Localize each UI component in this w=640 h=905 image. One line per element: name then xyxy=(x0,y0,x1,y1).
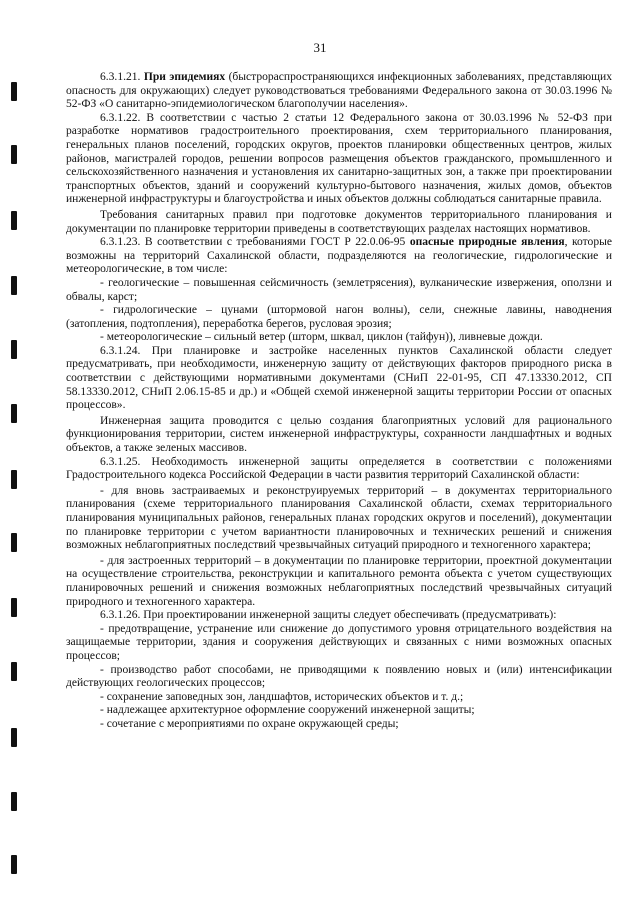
bold-term: опасные природные явления xyxy=(409,236,565,249)
binding-hole xyxy=(11,211,17,230)
text-run: Инженерная защита проводится с целью создания благоприятных условий для рационального функционирования территории, систем инженерной инфраструктуры, сохранности ландшафтных и водных объектов, а также зеленых массивов. xyxy=(66,414,612,455)
text-run: - для вновь застраиваемых и реконструируемых территорий – в документах территориального планирования (схеме территориального планирования Сахалинской области, схемах территориального планирования муниципальных районов, генеральных планах городских округов и поселений), документации по планировке территории с учетом вариантности планировочных и технических решений и снижения возможных неблагоприятных последствий чрезвычайных ситуаций природного и техногенного характера; xyxy=(66,484,612,552)
binding-hole xyxy=(11,470,17,489)
text-run: - предотвращение, устранение или снижение до допустимого уровня отрицательного воздействия на защищаемые территории, здания и сооружения действующих и связанных с ними возможных опасных процессов; xyxy=(66,622,612,662)
paragraph xyxy=(66,345,612,413)
binding-hole xyxy=(11,792,17,811)
text-run: 6.3.1.22. В соответствии с частью 2 статьи 12 Федерального закона от 30.03.1996 № 52-ФЗ при разработке нормативов градостроительного проектирования, схем территориального планирования, генеральных планов поселений, городских округов, проектов планировки общественных центров, жилых районов, магистралей городов, решении вопросов размещения объектов гражданского, промышленного и сельскохозяйственного назначения и установления их санитарно-защитных зон, а также при проектировании транспортных объектов, зданий и сооружений культурно-бытового назначения, жилых домов, объектов инженерной инфраструктуры и благоустройства и иных объектов должны соблюдаться санитарные правила. xyxy=(66,111,612,206)
list-item xyxy=(66,623,612,664)
paragraph xyxy=(66,456,612,483)
list-item xyxy=(66,691,612,705)
binding-hole xyxy=(11,404,17,423)
binding-hole xyxy=(11,728,17,747)
binding-hole xyxy=(11,533,17,552)
paragraph xyxy=(66,71,612,112)
paragraph xyxy=(66,609,612,623)
text-run: - сочетание с мероприятиями по охране окружающей среды; xyxy=(100,717,399,730)
binding-hole xyxy=(11,598,17,617)
bold-term: При эпидемиях xyxy=(143,71,226,83)
paragraph xyxy=(66,415,612,456)
text-run: - метеорологические – сильный ветер (шторм, шквал, циклон (тайфун)), ливневые дожди. xyxy=(100,331,543,344)
text-run: - производство работ способами, не приводящими к появлению новых и (или) интенсификации действующих геологических процессов; xyxy=(66,663,612,690)
binding-hole xyxy=(11,276,17,295)
text-run: 6.3.1.26. При проектировании инженерной защиты следует обеспечивать (предусматривать): xyxy=(100,609,557,622)
text-run: 6.3.1.21. xyxy=(100,71,144,83)
list-item xyxy=(66,718,612,732)
text-run: - для застроенных территорий – в документации по планировке территории, проектной документации на осуществление строительства, реконструкции и капитального ремонта объекта с учетом существующих планировочных решений и снижения возможных неблагоприятных последствий чрезвычайных ситуаций природного и техногенного характера. xyxy=(66,554,612,608)
binding-hole xyxy=(11,340,17,359)
list-item xyxy=(66,277,612,304)
list-item xyxy=(66,485,612,553)
binding-hole xyxy=(11,855,17,874)
text-run: , которые возможны на территорий Сахалинской области, подразделяются на геологические, гидрологические и метеорологические, в том числе: xyxy=(66,236,612,276)
text-run: - гидрологические – цунами (штормовой нагон волны), сели, снежные лавины, наводнения (затопления, подтопления), переработка берегов, русловая эрозия; xyxy=(66,304,612,330)
page-number: 31 xyxy=(313,40,327,55)
paragraph xyxy=(66,209,612,236)
paragraph xyxy=(66,112,612,207)
text-run: - надлежащее архитектурное оформление сооружений инженерной защиты; xyxy=(100,704,475,717)
paragraph xyxy=(66,236,612,277)
text-run: 6.3.1.24. При планировке и застройке населенных пунктов Сахалинской области следует предусматривать, при необходимости, инженерную защиту от действующих факторов природного риска в соответствии с действующими нормативными документами (СНиП 22-01-95, СП 47.13330.2012, СП 58.13330.2012, СНиП 2.06.15-85 и др.) и «Общей схемой инженерной защиты территории России от опасных процессов». xyxy=(66,344,612,412)
text-run: (быстрораспространяющихся инфекционных заболеваниях, представляющих опасность для окружающих) следует руководствоваться требованиями Федерального закона от 30.03.1996 № 52-ФЗ «О санитарно-эпидемиологическом благополучии населения». xyxy=(66,71,612,111)
list-item xyxy=(66,331,612,345)
text-run: - сохранение заповедных зон, ландшафтов, исторических объектов и т. д.; xyxy=(100,690,464,703)
text-run: 6.3.1.23. В соответствии с требованиями ГОСТ Р 22.0.06-95 xyxy=(100,236,410,249)
text-run: - геологические – повышенная сейсмичность (землетрясения), вулканические извержения, оползни и обвалы, карст; xyxy=(66,276,612,303)
binding-hole xyxy=(11,145,17,164)
list-item xyxy=(66,555,612,609)
list-item xyxy=(66,304,612,331)
text-run: Требования санитарных правил при подготовке документов территориального планирования и документации по планировке территории приведены в соответствующих разделах настоящих нормативов. xyxy=(66,208,612,235)
binding-hole xyxy=(11,662,17,681)
list-item xyxy=(66,704,612,718)
list-item xyxy=(66,664,612,691)
text-run: 6.3.1.25. Необходимость инженерной защиты определяется в соответствии с положениями Градостроительного кодекса Российской Федерации в части развития территорий Сахалинской области: xyxy=(66,455,612,482)
document-body xyxy=(66,71,612,732)
binding-hole xyxy=(11,82,17,101)
